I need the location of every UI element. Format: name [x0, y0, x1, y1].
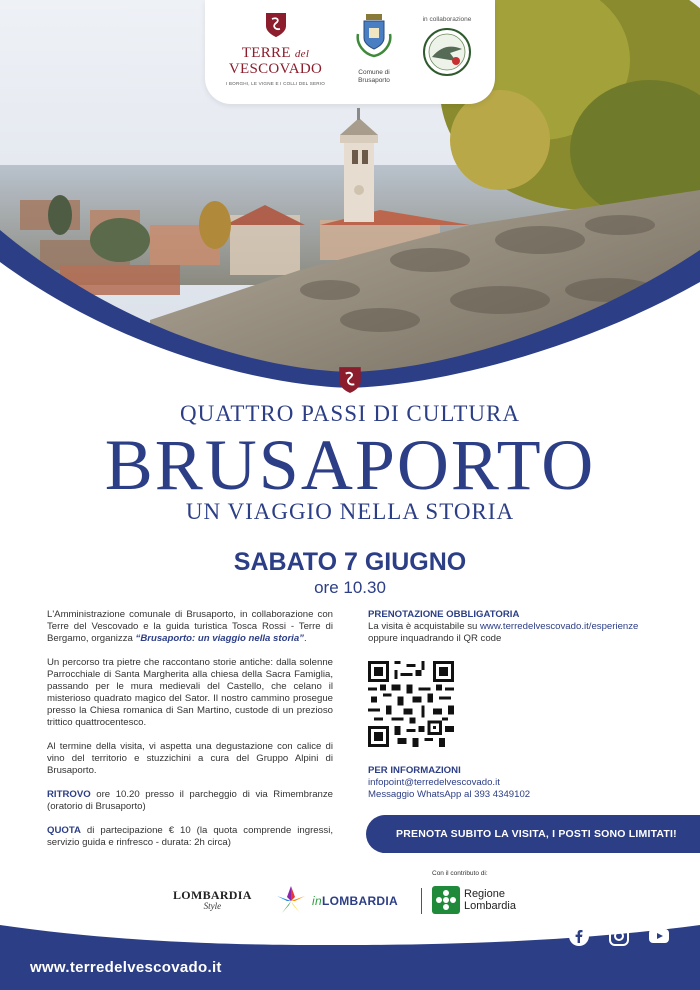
- info-block: [368, 765, 668, 801]
- regione-lombardia-logo: [432, 886, 516, 919]
- collab-label: in collaborazione: [422, 16, 472, 23]
- info-heading: PER INFORMAZIONI: [368, 765, 461, 776]
- quota-label: QUOTA: [47, 825, 81, 836]
- collaboration-logo: [417, 16, 477, 82]
- regione-rose-icon: [432, 886, 460, 914]
- inlombardia-in: in: [312, 894, 322, 908]
- route-paragraph: Un percorso tra pietre che raccontano storie antiche: dalla solenne Parrocchiale di Santa Margherita alla chiesa della Sacra Famiglia, passando per le mura medievali del Castello, che celano il misterioso quadrato magico del Sator. Il nostro cammino prosegue presso la Chiesa romanica di San Martino, custode di un prezioso trittico quattrocentesco.: [47, 657, 333, 728]
- brand-tagline: I BORGHI, LE VIGNE E I COLLI DEL SERIO: [225, 81, 326, 86]
- intro-text: L'Amministrazione comunale di Brusaporto, in collaborazione con Terre del Vescovado e la guida turistica Tosca Rossi - Terre di Bergamo, organizza: [47, 609, 333, 644]
- inlombardia-wordmark: [312, 894, 398, 908]
- event-name-quote: “Brusaporto: un viaggio nella storia”: [135, 633, 304, 644]
- logo-header: [205, 0, 495, 104]
- booking-line: [368, 621, 668, 633]
- event-kicker: QUATTRO PASSI DI CULTURA: [180, 401, 520, 426]
- booking-heading: PRENOTAZIONE OBBLIGATORIA: [368, 609, 520, 620]
- qr-instruction: oppure inquadrando il QR code: [368, 633, 502, 644]
- sponsors-row: [0, 866, 700, 926]
- event-subtitle: UN VIAGGIO NELLA STORIA: [185, 499, 515, 524]
- website-link[interactable]: www.terredelvescovado.it: [30, 959, 222, 976]
- comune-logo: [350, 12, 398, 85]
- inlombardia-star-icon: [274, 884, 308, 918]
- brand-name: [223, 46, 328, 77]
- intro-end: .: [303, 633, 307, 644]
- brand-line-2: VESCOVADO: [228, 61, 323, 77]
- fee: [47, 825, 333, 849]
- booking-link[interactable]: www.terredelvescovado.it/esperienze: [480, 621, 639, 632]
- brand-line-1: TERRE: [241, 45, 291, 61]
- shield-icon: [265, 12, 287, 38]
- partner-emblem-icon: [422, 27, 472, 77]
- facebook-icon[interactable]: [568, 925, 590, 947]
- lombardia-style-a: LOMBARDIA: [173, 888, 252, 902]
- whatsapp-contact[interactable]: Messaggio WhatsApp al 393 4349102: [368, 789, 531, 800]
- event-date: SABATO 7 GIUGNO: [233, 548, 467, 576]
- info-email-link[interactable]: infopoint@terredelvescovado.it: [368, 777, 500, 788]
- booking-text: La visita è acquistabile su: [368, 621, 480, 632]
- instagram-icon[interactable]: [608, 925, 630, 947]
- qr-code[interactable]: [368, 661, 454, 747]
- youtube-icon[interactable]: [648, 925, 670, 947]
- booking-info: [368, 609, 668, 801]
- event-title: BRUSAPORTO: [104, 425, 596, 505]
- lombardia-style-logo: [173, 888, 252, 911]
- regione-label: Regione Lombardia: [464, 888, 516, 912]
- terre-del-vescovado-logo: [223, 12, 328, 86]
- ritrovo-text: ore 10.20 presso il parcheggio di via Rimembranze (oratorio di Brusaporto): [47, 789, 333, 812]
- title-block: [0, 366, 700, 598]
- ritrovo-label: RITROVO: [47, 789, 91, 800]
- brand-del: del: [294, 48, 310, 60]
- divider: [421, 888, 422, 914]
- comune-label: Comune di Brusaporto: [358, 69, 390, 84]
- contribution-label: Con il contributo di:: [432, 870, 488, 877]
- book-now-button[interactable]: PRENOTA SUBITO LA VISITA, I POSTI SONO LIMITATI!: [366, 815, 700, 853]
- event-description: [47, 609, 333, 861]
- footer: [0, 925, 700, 990]
- coat-of-arms-icon: [354, 12, 394, 62]
- inlombardia-rest: LOMBARDIA: [321, 894, 398, 908]
- tasting-paragraph: Al termine della visita, vi aspetta una degustazione con calice di vino del territorio e stuzzichini a cura del Gruppo Alpini di Brusaporto.: [47, 741, 333, 776]
- lombardia-style-b: Style: [203, 901, 222, 911]
- intro-paragraph: [47, 609, 333, 645]
- shield-icon: [338, 366, 362, 394]
- event-time: ore 10.30: [314, 578, 386, 597]
- meeting-point: [47, 789, 333, 813]
- quota-text: di partecipazione € 10 (la quota comprende ingressi, servizio guida e rinfresco - durata: 2h circa): [47, 825, 333, 848]
- inlombardia-logo: [274, 884, 414, 918]
